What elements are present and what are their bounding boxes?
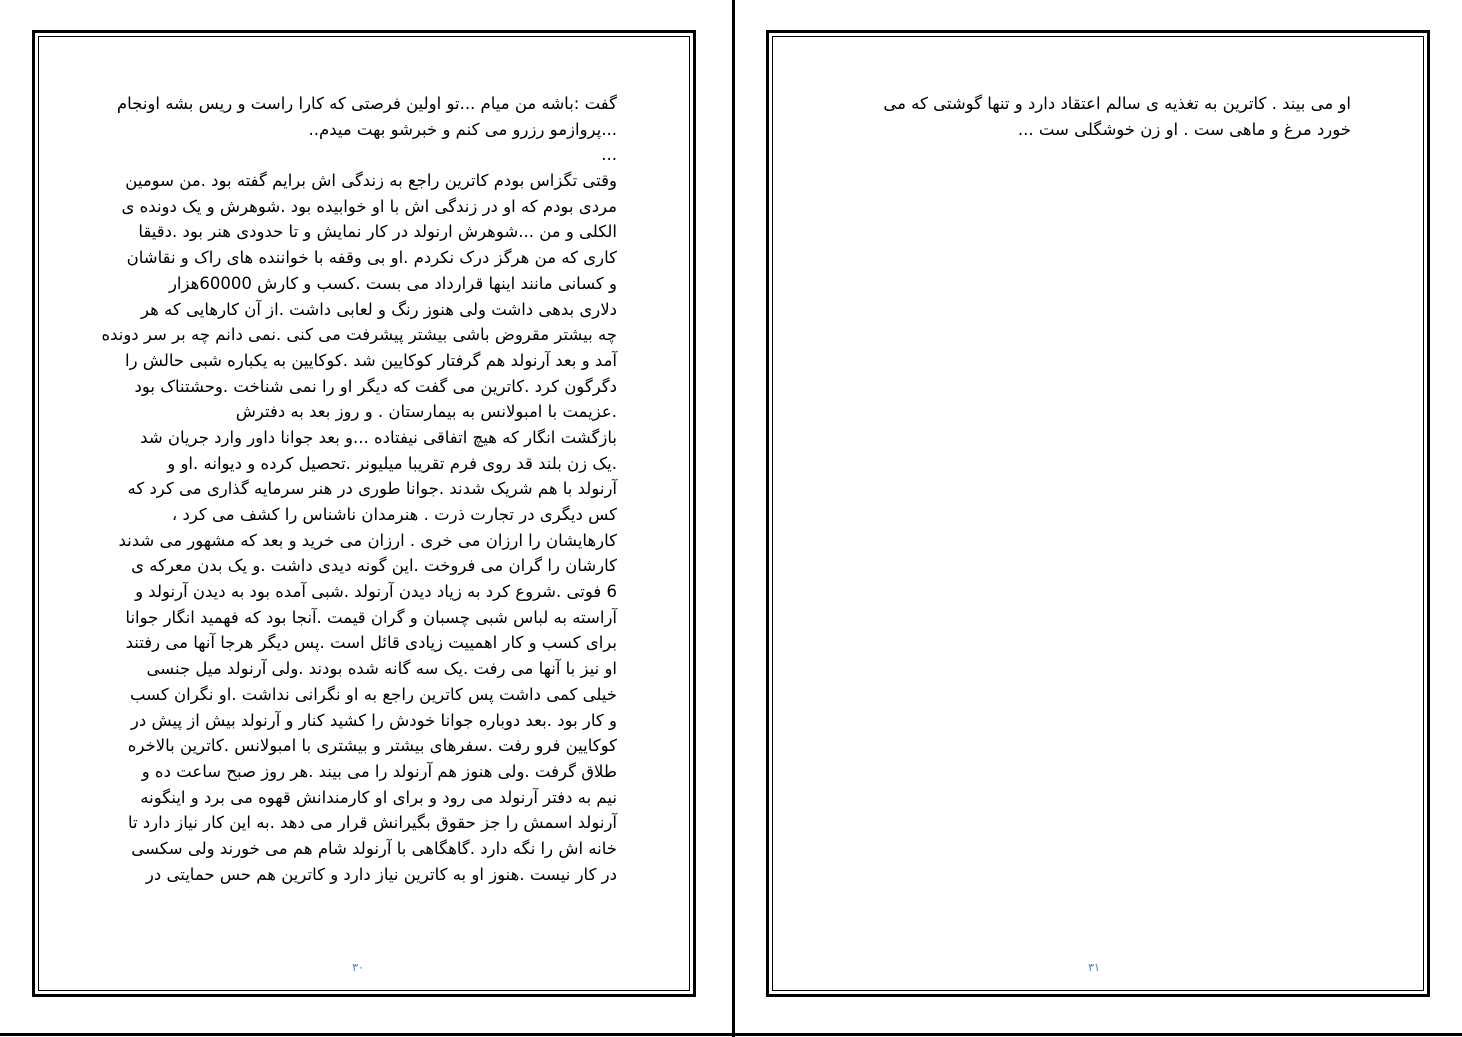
text-line: کارشان را گران می فروخت .این گونه دیدی داشت .و یک بدن معرکه ی (131, 556, 617, 576)
text-line: دگرگون کرد .کاترین می گفت که دیگر او را نمی شناخت .وحشتناک بود (134, 376, 617, 396)
text-line: و کسانی مانند اینها قرارداد می بست .کسب و کارش 60000هزار (168, 273, 617, 293)
text-line: در کار نیست .هنوز او به کاترین نیاز دارد و کاترین هم حس حمایتی در (145, 864, 617, 884)
right-page-text (841, 91, 1351, 142)
text-line: او نیز با آنها می رفت .یک سه گانه شده بودند .ولی آرنولد میل جنسی (146, 659, 617, 679)
center-gutter-rule (732, 0, 735, 1037)
text-line: آراسته به لباس شبی چسبان و گران قیمت .آنجا بود که فهمید انگار جوانا (125, 607, 617, 627)
left-page-text (77, 91, 617, 887)
text-line: و کار بود .بعد دوباره جوانا خودش را کشید کنار و آرنولد بیش از پیش در (130, 710, 617, 730)
right-page-number: ۳۱ (1088, 961, 1100, 974)
text-line: خورد مرغ و ماهی ست . او زن خوشگلی ست ... (1017, 119, 1351, 139)
left-page-number: ۳۰ (352, 961, 364, 974)
text-line: چه بیشتر مقروض باشی بیشتر پیشرفت می کنی .نمی دانم چه بر سر دونده (101, 325, 617, 345)
text-line: بازگشت انگار که هیچ اتفاقی نیفتاده ...و بعد جوانا داور وارد جریان شد (140, 427, 617, 447)
text-line: آمد و بعد آرنولد هم گرفتار کوکایین شد .کوکایین به یکباره شبی حالش را (125, 350, 617, 370)
text-line: طلاق گرفت .ولی هنوز هم آرنولد را می بیند .هر روز صبح ساعت ده و (141, 761, 617, 781)
text-line: .عزیمت با امبولانس به بیمارستان . و روز بعد به دفترش (235, 402, 617, 422)
text-line: برای کسب و کار اهمییت زیادی قائل است .پس دیگر هرجا آنها می رفتند (125, 633, 617, 653)
text-line: آرنولد با هم شریک شدند .جوانا طوری در هنر سرمایه گذاری می کرد که (127, 479, 617, 499)
text-line: کس دیگری در تجارت ذرت . هنرمدان ناشناس را کشف می کرد ، (171, 505, 617, 524)
bottom-rule (0, 1033, 1462, 1036)
text-line: ... (601, 145, 617, 165)
text-line: کارهایشان را ارزان می خری . ارزان می خرید و بعد که مشهور می شدند (118, 530, 617, 550)
right-page (766, 30, 1430, 997)
left-page (32, 30, 696, 997)
text-line: کاری که من هرگز درک نکردم .او بی وقفه با خوانندە های راک و نقاشان (126, 248, 617, 268)
text-line: وقتی تگزاس بودم کاترین راجع به زندگی اش برایم گفته بود .من سومین (125, 171, 617, 191)
text-line: مردی بودم که او در زندگی اش با او خوابیده بود .شوهرش و یک دونده ی (121, 196, 617, 216)
text-line: گفت :باشه من میام ...تو اولین فرصتی که کارا راست و ریس بشه اونجام (116, 94, 617, 113)
text-line: کوکایین فرو رفت .سفرهای بیشتر و بیشتری با امبولانس .کاترین بالاخره (127, 736, 617, 756)
text-line: دلاری بدهی داشت ولی هنوز رنگ و لعابی داشت .از آن کارهایی که هر (141, 299, 617, 319)
text-line: 6 فوتی .شروع کرد به زیاد دیدن آرنولد .شبی آمده بود به دیدن آرنولد و (135, 582, 617, 602)
text-line: ...پروازمو رزرو می کنم و خبرشو بهت میدم.. (308, 119, 617, 139)
text-line: الکلی و من ...شوهرش ارنولد در کار نمایش و تا حدودی هنر بود .دقیقا (138, 222, 617, 242)
text-line: او می بیند . کاترین به تغذیه ی سالم اعتقاد دارد و تنها گوشتی که می (883, 94, 1351, 113)
text-line: خانه اش را نگه دارد .گاهگاهی با آرنولد شام هم می خورند ولی سکسی (131, 838, 617, 858)
text-line: خیلی کمی داشت پس کاترین راجع به او نگرانی نداشت .او نگران کسب (129, 684, 617, 704)
text-line: آرنولد اسمش را جز حقوق بگیرانش قرار می دهد .به این کار نیاز دارد تا (127, 813, 617, 833)
text-line: .یک زن بلند قد روی فرم تقریبا میلیونر .تحصیل کرده و دیوانه .او و (167, 453, 617, 473)
text-line: نیم به دفتر آرنولد می رود و برای او کارمندانش قهوه می برد و اینگونه (140, 787, 617, 807)
